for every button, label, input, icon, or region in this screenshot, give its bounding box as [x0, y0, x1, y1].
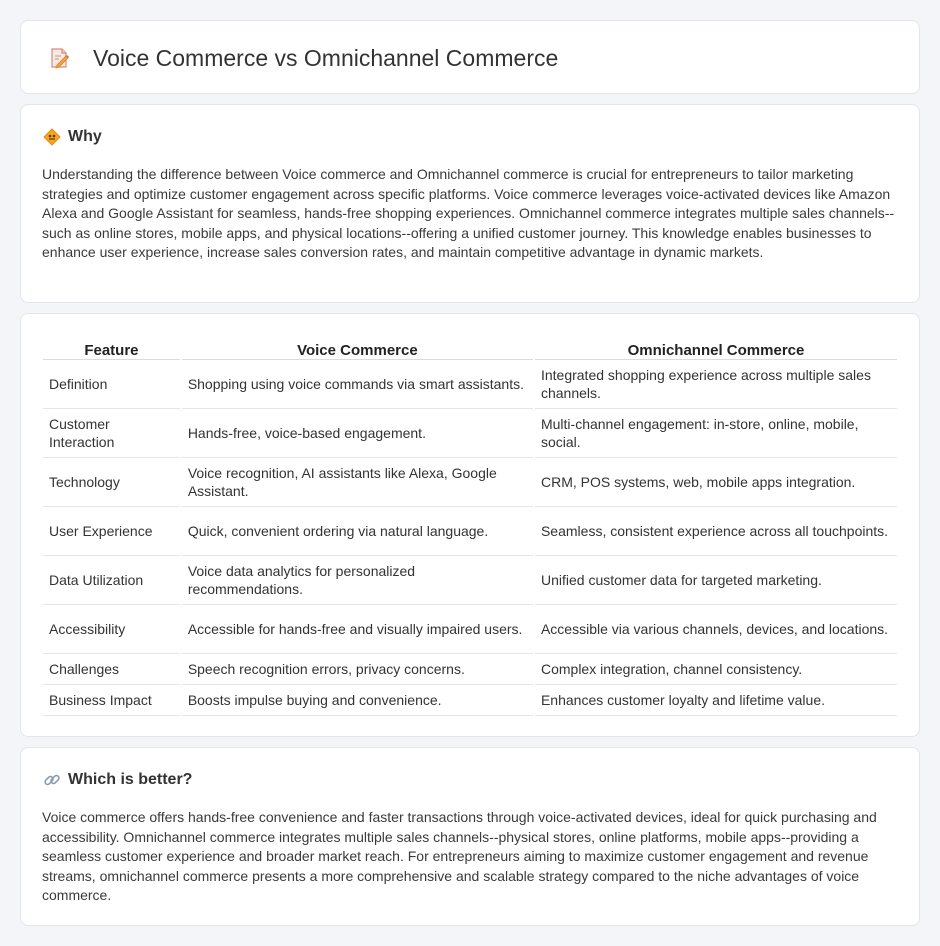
omnichannel-cell: Integrated shopping experience across multiple sales channels. [535, 360, 897, 409]
voice-cell: Speech recognition errors, privacy concerns. [182, 654, 533, 685]
omnichannel-cell: Accessible via various channels, devices, and locations. [535, 605, 897, 654]
omnichannel-cell: Seamless, consistent experience across all touchpoints. [535, 507, 897, 556]
column-header-feature: Feature [43, 332, 180, 360]
voice-cell: Hands-free, voice-based engagement. [182, 409, 533, 458]
omnichannel-cell: Enhances customer loyalty and lifetime value. [535, 685, 897, 716]
link-icon [43, 771, 61, 789]
voice-cell: Voice recognition, AI assistants like Alexa, Google Assistant. [182, 458, 533, 507]
voice-cell: Quick, convenient ordering via natural language. [182, 507, 533, 556]
feature-cell: User Experience [43, 507, 180, 556]
comparison-table [41, 332, 899, 716]
omnichannel-cell: Unified customer data for targeted marketing. [535, 556, 897, 605]
omnichannel-cell: Multi-channel engagement: in-store, online, mobile, social. [535, 409, 897, 458]
document-pencil-icon [47, 46, 71, 70]
better-heading-row [43, 769, 192, 791]
why-heading-row [43, 126, 102, 148]
table-row [43, 685, 897, 716]
omnichannel-cell: Complex integration, channel consistency. [535, 654, 897, 685]
table-row [43, 360, 897, 409]
why-text: Understanding the difference between Voice commerce and Omnichannel commerce is crucial for entrepreneurs to tailor marketing strategies and optimize customer engagement across specific platforms. Voice commerce leverages voice-activated devices like Amazon Alexa and Google Assistant for seamless, hands-free shopping experiences. Omnichannel commerce integrates multiple sales channels--such as online stores, mobile apps, and physical locations--offering a unified customer journey. This knowledge enables businesses to enhance user experience, increase sales conversion rates, and maintain competitive advantage in dynamic markets. [42, 166, 895, 261]
which-is-better-section [20, 747, 920, 926]
voice-cell: Voice data analytics for personalized recommendations. [182, 556, 533, 605]
voice-cell: Accessible for hands-free and visually impaired users. [182, 605, 533, 654]
feature-cell: Data Utilization [43, 556, 180, 605]
column-header-voice: Voice Commerce [182, 332, 533, 360]
feature-cell: Accessibility [43, 605, 180, 654]
table-row [43, 458, 897, 507]
voice-cell: Boosts impulse buying and convenience. [182, 685, 533, 716]
feature-cell: Challenges [43, 654, 180, 685]
table-header-row [43, 332, 897, 360]
table-row [43, 556, 897, 605]
page-title: Voice Commerce vs Omnichannel Commerce [93, 45, 559, 71]
omnichannel-cell: CRM, POS systems, web, mobile apps integration. [535, 458, 897, 507]
better-text: Voice commerce offers hands-free convenience and faster transactions through voice-activated devices, ideal for quick purchasing and accessibility. Omnichannel commerce integrates multiple sales channels--physical stores, online platforms, mobile apps--providing a seamless customer experience and broader market reach. For entrepreneurs aiming to maximize customer engagement and revenue streams, omnichannel commerce presents a more comprehensive and scalable strategy compared to the niche advantages of voice commerce. [42, 809, 877, 904]
comparison-section [20, 313, 920, 737]
table-row [43, 605, 897, 654]
table-row [43, 507, 897, 556]
feature-cell: Definition [43, 360, 180, 409]
table-row [43, 409, 897, 458]
column-header-omnichannel: Omnichannel Commerce [535, 332, 897, 360]
diamond-sign-icon [43, 128, 61, 146]
feature-cell: Technology [43, 458, 180, 507]
feature-cell: Customer Interaction [43, 409, 180, 458]
title-card [20, 20, 920, 94]
why-section [20, 104, 920, 303]
table-row [43, 654, 897, 685]
voice-cell: Shopping using voice commands via smart assistants. [182, 360, 533, 409]
feature-cell: Business Impact [43, 685, 180, 716]
why-heading: Why [68, 128, 102, 145]
better-heading: Which is better? [68, 771, 193, 788]
